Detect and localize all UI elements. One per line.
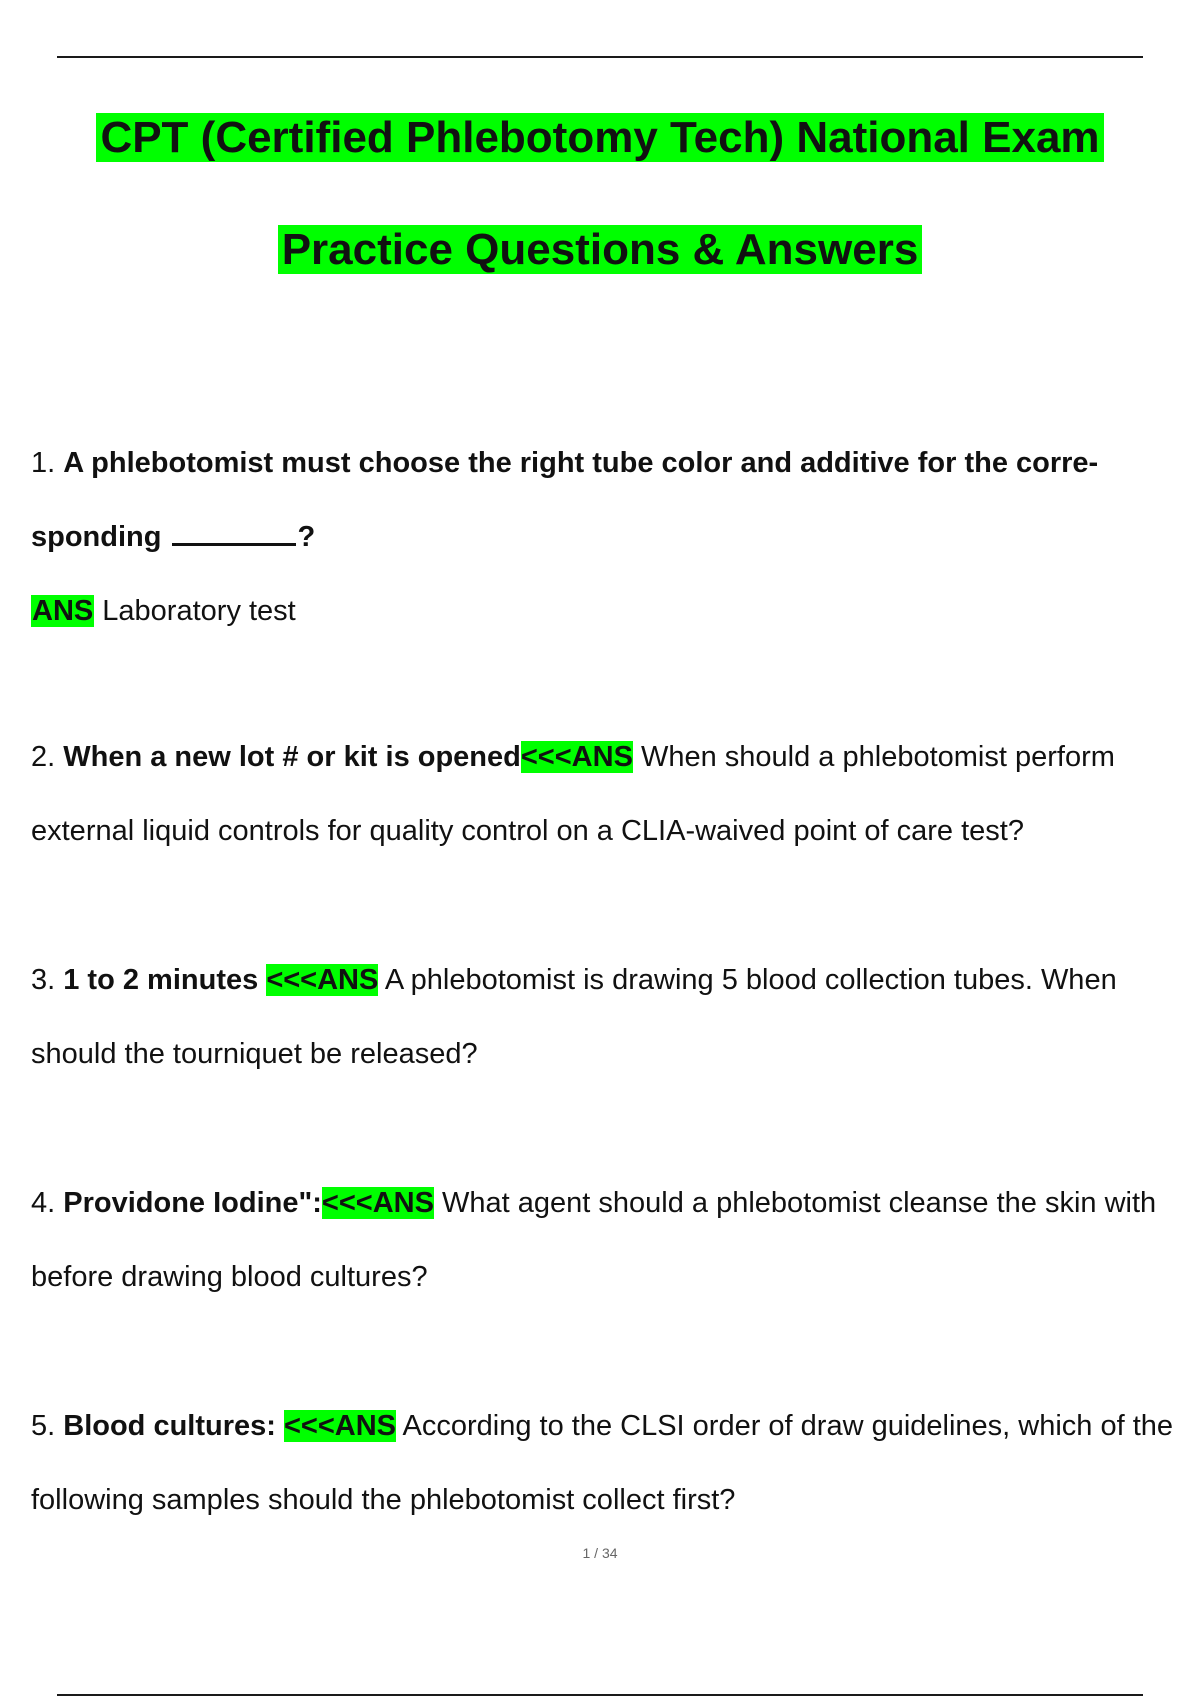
question-text: When should a phlebotomist perform external liquid controls for quality control on a CLIA-waived point of care test? bbox=[31, 741, 1115, 847]
top-rule bbox=[57, 56, 1143, 58]
question-number: 2. bbox=[31, 741, 56, 773]
question-text: A phlebotomist is drawing 5 blood collection tubes. When should the tourniquet be released? bbox=[31, 964, 1117, 1070]
answer-label: <<<ANS bbox=[283, 1410, 397, 1442]
question-text: What agent should a phlebotomist cleanse the skin with before drawing blood cultures? bbox=[31, 1187, 1157, 1293]
question-text: A phlebotomist must choose the right tube color and additive for the corre- bbox=[63, 447, 1099, 479]
document-title-line-2 bbox=[0, 222, 1200, 278]
answer-label: <<<ANS bbox=[520, 741, 633, 773]
question-number: 5. bbox=[31, 1410, 56, 1442]
title-highlight: CPT (Certified Phlebotomy Tech) National Exam bbox=[96, 113, 1103, 162]
answer-label: ANS bbox=[32, 595, 94, 627]
document-title-line-1 bbox=[0, 110, 1200, 166]
question-mark: ? bbox=[297, 521, 316, 553]
question-number: 4. bbox=[31, 1187, 56, 1219]
question-text-continued: sponding bbox=[31, 521, 162, 553]
question-5 bbox=[31, 1389, 1191, 1537]
question-1 bbox=[31, 426, 1191, 574]
answer-text: When a new lot # or kit is opened bbox=[63, 741, 521, 773]
answer-label: <<<ANS bbox=[321, 1187, 434, 1219]
answer-text: 1 to 2 minutes bbox=[63, 964, 259, 996]
question-text: According to the CLSI order of draw guidelines, which of the following samples should the phlebotomist collect first? bbox=[31, 1410, 1174, 1516]
bottom-rule bbox=[57, 1694, 1143, 1696]
answer-blank bbox=[172, 521, 296, 546]
question-2 bbox=[31, 720, 1191, 868]
question-number: 3. bbox=[31, 964, 56, 996]
question-3 bbox=[31, 943, 1191, 1091]
answer-text: Laboratory test bbox=[102, 595, 296, 627]
title-highlight: Practice Questions & Answers bbox=[278, 225, 923, 274]
answer-1 bbox=[31, 574, 296, 648]
question-4 bbox=[31, 1166, 1191, 1314]
page-number: 1 / 34 bbox=[582, 1545, 618, 1561]
answer-text: Providone Iodine": bbox=[63, 1187, 322, 1219]
answer-label: <<<ANS bbox=[266, 964, 379, 996]
answer-text: Blood cultures: bbox=[63, 1410, 276, 1442]
question-number: 1. bbox=[31, 447, 56, 479]
